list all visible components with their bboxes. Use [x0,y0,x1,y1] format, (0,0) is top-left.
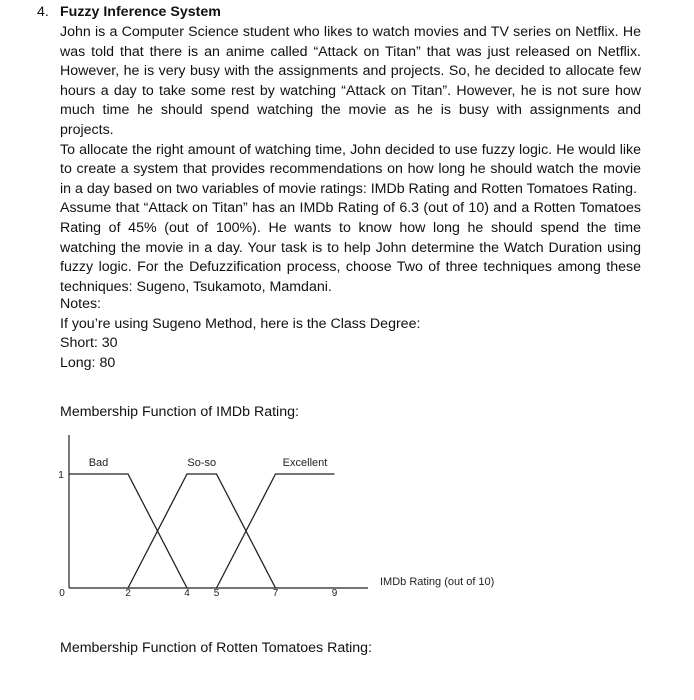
series-line-excellent [217,474,335,588]
series-label-so-so: So-so [187,457,217,469]
notes-heading: Notes: [60,296,102,312]
rotten-chart-caption: Membership Function of Rotten Tomatoes Rating: [60,640,373,656]
x-tick-label: 7 [272,588,279,599]
notes-sugeno-line: If you’re using Sugeno Method, here is the Class Degree: [60,315,421,332]
x-axis-label: IMDb Rating (out of 10) [380,576,495,588]
x-tick-label: 4 [184,588,190,599]
notes-short: Short: 30 [60,335,118,352]
x-tick-label: 9 [331,588,338,599]
series-line-so-so [128,474,276,588]
imdb-chart-caption: Membership Function of IMDb Rating: [60,404,299,420]
question-number: 4. [37,4,49,20]
paragraph-task: Assume that “Attack on Titan” has an IMDb Rating of 6.3 (out of 10) and a Rotten Tomatoes Rating of 45% (out of 100%). He wants to know how long he should spend the time watching the movie in a day. Your task is to help John determine the Watch Duration using fuzzy logic. For the Defuzzification process, choose Two of three techniques among these techniques: Sugeno, Tsukamoto, Mamdani. [60,200,641,295]
series-label-excellent: Excellent [282,457,328,469]
y-tick-label: 1 [58,470,64,481]
paragraph-fuzzy-logic: To allocate the right amount of watching time, John decided to use fuzzy logic. He would like to create a system that provides recommendations on how long he should watch the movie in a day based on two variables of movie ratings: IMDb Rating and Rotten Tomatoes Rating. [60,141,641,197]
question-title: Fuzzy Inference System [60,4,221,20]
series-label-bad: Bad [88,457,109,469]
paragraph-intro: John is a Computer Science student who likes to watch movies and TV series on Netflix. He was told that there is an anime called “Attack on Titan” that was just released on Netflix. However, he is very busy with the assignments and projects. So, he decided to allocate few hours a day to take some rest by watching “Attack on Titan”. However, he is not sure how much time he should spend watching the movie as he is busy with assignments and projects. [60,24,641,138]
notes-long: Long: 80 [60,354,116,371]
series-line-bad [69,474,187,588]
x-tick-label: 5 [213,588,220,599]
x-tick-label: 2 [125,588,131,599]
x-tick-label: 0 [59,588,65,599]
